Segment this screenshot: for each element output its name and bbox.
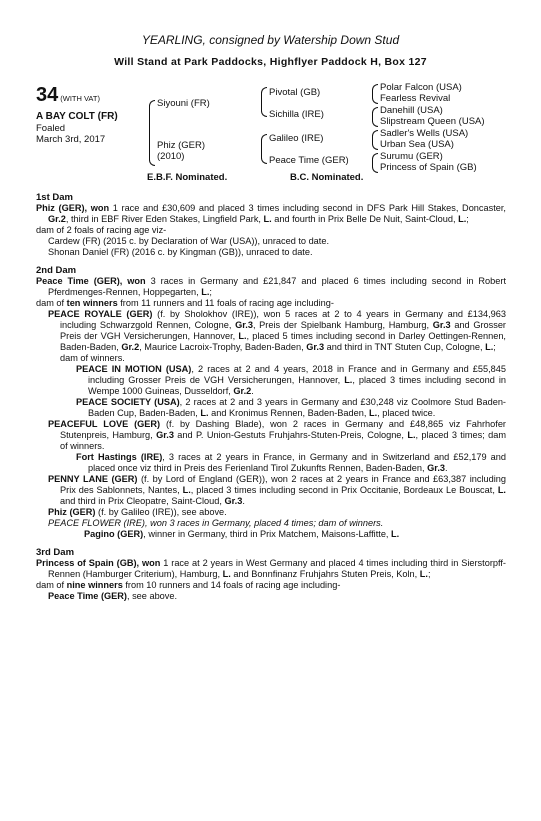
text: (f. by Dashing Blade), won 2 races in Germany and £48,865 viz Fahrhofer Stutenpreis, Hamburg, — [60, 419, 506, 440]
pedigree-notes — [36, 192, 506, 602]
grade-label: Gr.3 — [224, 496, 243, 506]
text: (f. by Lord of England (GER)), won 2 races at 2 years in France and £63,387 including Prix des Sablonnets, Nantes, — [60, 474, 507, 495]
winners-count: ten winners — [66, 298, 118, 308]
pedigree-brace-sire-dam — [149, 100, 155, 166]
grade-label: Gr.3 — [432, 320, 451, 330]
text: , Preis der Spielbank Hamburg, Hamburg, — [252, 320, 433, 330]
text: and Kronimus Rennen, Baden-Baden, — [208, 408, 369, 418]
horse-name: PEACEFUL LOVE (GER) — [48, 419, 161, 429]
horse-name: Pagino (GER) — [84, 529, 144, 539]
text: and P. Union-Gestuts Fruhjahrs-Stuten-Preis, Cologne, — [173, 430, 408, 440]
won-label: won — [90, 203, 110, 213]
text: , winner in Germany, third in Prix Matchem, Maisons-Laffitte, — [143, 529, 392, 539]
listed-label: L. — [391, 529, 400, 539]
text: ; — [209, 287, 212, 297]
text: (f. by Galileo (IRE)), see above. — [95, 507, 227, 517]
grade-label: Gr.2 — [121, 342, 140, 352]
text: and third in TNT Stuten Cup, Cologne, — [324, 342, 486, 352]
horse-name: PEACE IN MOTION (USA) — [76, 364, 192, 374]
produce-peace-flower: PEACE FLOWER (IRE), won 3 races in Germany, placed 4 times; dam of winners. — [48, 518, 384, 528]
pedigree-dam-year: (2010) — [157, 151, 185, 162]
listed-label: L. — [200, 408, 209, 418]
grade-label: Gr.3 — [427, 463, 445, 473]
pedigree-dam: Phiz (GER) — [157, 140, 206, 151]
text: , 2 races at 2 and 3 years in Germany and £30,248 viz Coolmore Stud Baden-Baden Cup, Baden-Baden, — [88, 397, 506, 418]
ebf-nominated: E.B.F. Nominated. — [147, 172, 228, 183]
pedigree-g4: Slipstream Queen (USA) — [380, 116, 485, 127]
text: dam of winners. — [60, 353, 125, 363]
text: (f. by Sholokhov (IRE)), won 5 races at 2 to 4 years in Germany and £134,963 including Schwarzgold Rennen, Cologne, — [60, 309, 506, 330]
text: from 10 runners and 14 foals of racing age including- — [122, 580, 341, 590]
lot-number-block — [36, 84, 100, 107]
text: , placed 5 times including second in Darley Oettingen-Rennen, Baden-Baden, — [60, 331, 506, 352]
won-label: won — [127, 276, 146, 286]
winners-count: nine winners — [66, 580, 123, 590]
third-dam-produce-summary — [36, 580, 506, 591]
pedigree-sire: Siyouni (FR) — [157, 98, 210, 109]
listed-label: L. — [263, 214, 272, 224]
produce-peace-royale — [48, 309, 506, 364]
foal-cardew: Cardew (FR) (2015 c. by Declaration of War (USA)), unraced to date. — [48, 236, 330, 246]
text: and fourth in Prix Belle De Nuit, Saint-Cloud, — [271, 214, 459, 224]
pedigree-brace-g1 — [372, 84, 378, 104]
pedigree-sire-sire: Pivotal (GB) — [269, 87, 321, 98]
text: from 11 runners and 11 foals of racing age including- — [117, 298, 334, 308]
produce-peace-society — [76, 397, 506, 419]
foaled-label: Foaled — [36, 123, 66, 134]
horse-name: PENNY LANE (GER) — [48, 474, 138, 484]
text: , placed 3 times; dam of winners. — [60, 430, 506, 451]
first-dam-record — [36, 203, 506, 225]
text: , placed 3 times including second in Prix Occitanie, Bordeaux Le Bouscat, — [190, 485, 498, 495]
grade-label: Gr.3 — [306, 342, 325, 352]
foaled-date: March 3rd, 2017 — [36, 134, 106, 145]
second-dam-name: Peace Time (GER), — [36, 276, 123, 286]
pedigree-sire-dam: Sichilla (IRE) — [269, 109, 324, 120]
text: and Bonnfinanz Fruhjahrs Stuten Preis, Koln, — [230, 569, 420, 579]
produce-fort-hastings — [76, 452, 506, 474]
horse-name: PEACE ROYALE (GER) — [48, 309, 153, 319]
listed-label: L. — [222, 569, 231, 579]
vat-note: (WITH VAT) — [60, 94, 100, 103]
pedigree-dam-dam: Peace Time (GER) — [269, 155, 349, 166]
lot-number: 34 — [36, 84, 59, 106]
third-dam-name: Princess of Spain (GB), — [36, 558, 140, 568]
text: 3 races in Germany and £21,847 and placed 6 times including second in Robert Pferdmenges-Rennen, Hoppegarten, — [48, 276, 507, 297]
pedigree-g8: Princess of Spain (GB) — [380, 162, 477, 173]
second-dam-heading: 2nd Dam — [36, 265, 77, 276]
grade-label: Gr.3 — [235, 320, 253, 330]
third-dam-heading: 3rd Dam — [36, 547, 75, 558]
text: and third in Prix Cleopatre, Saint-Cloud, — [60, 496, 225, 506]
foal-shonan-daniel: Shonan Daniel (FR) (2016 c. by Kingman (GB)), unraced to date. — [48, 247, 313, 257]
produce-pagino — [84, 529, 506, 540]
produce-peaceful-love — [48, 419, 506, 452]
listed-label: L. — [201, 287, 210, 297]
pedigree-g7: Surumu (GER) — [380, 151, 443, 162]
produce-peace-in-motion — [76, 364, 506, 397]
text: dam of — [36, 580, 67, 590]
text: . — [445, 463, 448, 473]
won-label: won — [142, 558, 161, 568]
first-dam-name: Phiz (GER), — [36, 203, 88, 213]
listed-label: L. — [344, 375, 353, 385]
grade-label: Gr.2 — [48, 214, 66, 224]
pedigree-g1: Polar Falcon (USA) — [380, 82, 462, 93]
horse-name: Phiz (GER) — [48, 507, 96, 517]
text: and Grosser Preis der VGH Versicherungen, Hannover, — [60, 320, 506, 341]
listed-label: L. — [407, 430, 416, 440]
text: , placed 3 times including second in Wempe 1000 Guineas, Dusseldorf, — [88, 375, 506, 396]
text: , 3 races at 2 years in France, in Germany and in Switzerland and £52,179 and placed once viz third in Preis des Ferienland Tirol Zukunfts Rennen, Baden-Baden, — [88, 452, 506, 473]
text: , 2 races at 2 and 4 years, 2018 in France and in Germany and £55,845 including Grosser Preis de VGH Versicherungen, Hannover, — [88, 364, 507, 385]
listed-label: L. — [485, 342, 494, 352]
first-dam-heading: 1st Dam — [36, 192, 73, 203]
pedigree-brace-g4 — [372, 153, 378, 173]
pedigree-g3: Danehill (USA) — [380, 105, 443, 116]
grade-label: Gr.2 — [233, 386, 252, 396]
page-title: YEARLING, consigned by Watership Down Stud — [141, 33, 400, 47]
pedigree-g2: Fearless Revival — [380, 93, 451, 104]
text: , placed twice. — [377, 408, 436, 418]
text: ; — [427, 569, 431, 579]
text: 1 race and £30,609 and placed 3 times including second in DFS Park Hill Stakes, Doncaster, — [109, 203, 506, 213]
second-dam-record — [36, 276, 506, 298]
produce-phiz — [48, 507, 506, 518]
text: 1 race at 2 years in West Germany and placed 4 times including third in Sierstorpff-Rennen (Hamburger Criterium), Hamburg, — [48, 558, 506, 579]
bc-nominated: B.C. Nominated. — [290, 172, 364, 183]
horse-name: Fort Hastings (IRE) — [76, 452, 163, 462]
produce-peace-time — [48, 591, 506, 602]
listed-label: L. — [238, 331, 247, 341]
text: , see above. — [126, 591, 178, 601]
pedigree-brace-sire-side — [261, 87, 267, 117]
horse-name: Peace Time (GER) — [48, 591, 127, 601]
grade-label: Gr.3 — [156, 430, 174, 440]
listed-label: L. — [182, 485, 191, 495]
pedigree-brace-g3 — [372, 130, 378, 150]
pedigree-brace-g2 — [372, 107, 378, 127]
pedigree-brace-dam-side — [261, 134, 267, 164]
listed-label: L. — [368, 408, 378, 418]
pedigree-g5: Sadler's Wells (USA) — [380, 128, 469, 139]
listed-label: L. — [497, 485, 506, 495]
text: ; — [466, 214, 469, 224]
stand-location: Will Stand at Park Paddocks, Highflyer Paddock H, Box 127 — [114, 56, 427, 68]
text: dam of — [36, 298, 67, 308]
text: , Maurice Lacroix-Trophy, Baden-Baden, — [139, 342, 307, 352]
listed-label: L. — [458, 214, 467, 224]
pedigree-g6: Urban Sea (USA) — [380, 139, 454, 150]
pedigree-dam-sire: Galileo (IRE) — [269, 133, 324, 144]
text: , third in EBF River Eden Stakes, Lingfield Park, — [65, 214, 264, 224]
third-dam-record — [36, 558, 506, 580]
text: . — [251, 386, 254, 396]
horse-name: PEACE SOCIETY (USA) — [76, 397, 180, 407]
text: . — [242, 496, 245, 506]
listed-label: L. — [419, 569, 428, 579]
text: ; — [493, 342, 496, 352]
horse-name: A BAY COLT (FR) — [36, 111, 118, 122]
second-dam-produce-summary — [36, 298, 506, 309]
produce-penny-lane — [48, 474, 506, 507]
first-dam-foals: dam of 2 foals of racing age viz- — [36, 225, 167, 235]
